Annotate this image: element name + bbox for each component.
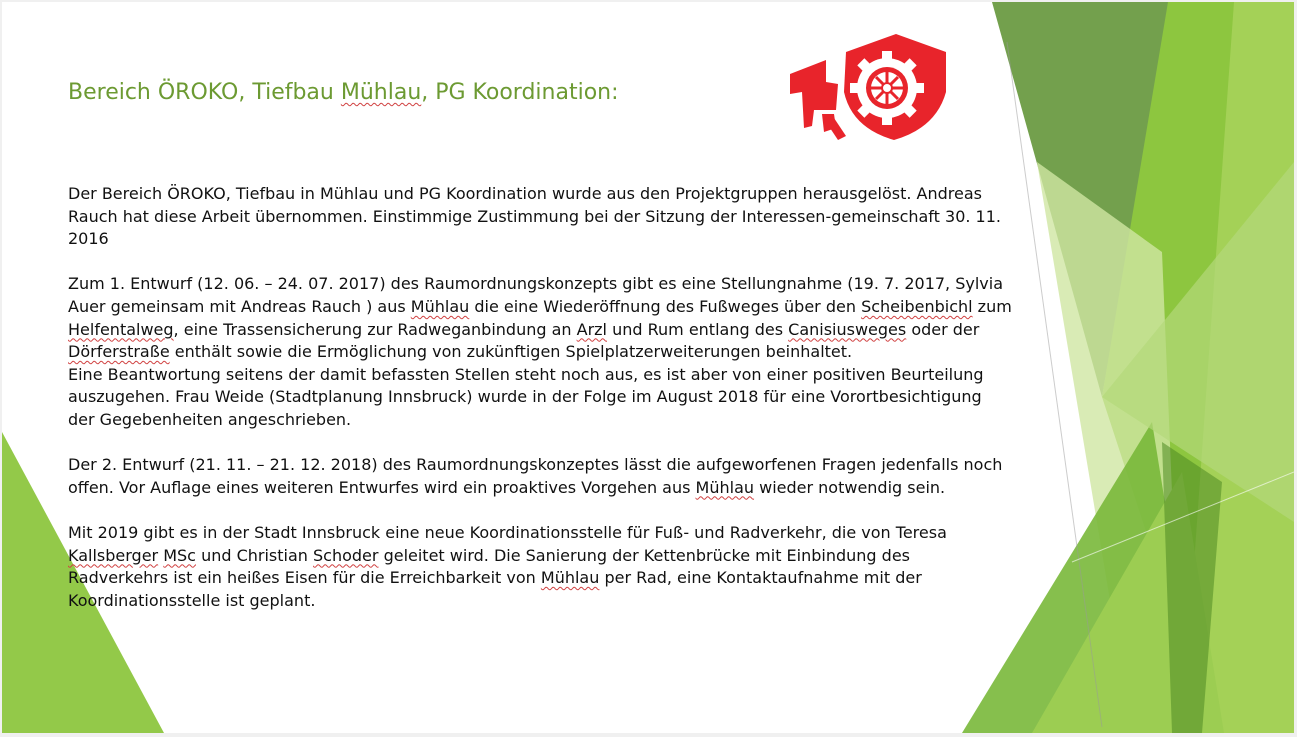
title-prefix: Bereich ÖROKO, Tiefbau <box>68 80 341 105</box>
title-place: Mühlau <box>340 80 422 105</box>
slide-title <box>68 80 619 105</box>
paragraph-3: Eine Beantwortung seitens der damit befassten Stellen steht noch aus, es ist aber von einer positiven Beurteilung auszugehen. Frau Weide (Stadtplanung Innsbruck) wurde in der Folge im August 2018 für eine Vorortbesichtigung der Gegebenheiten angeschrieben. <box>68 364 984 429</box>
slide-body <box>68 183 1013 612</box>
paragraph-4: Der 2. Entwurf (21. 11. – 21. 12. 2018) des Raumordnungskonzeptes lässt die aufgeworfenen Fragen jedenfalls noch offen. Vor Auflage eines weiteren Entwurfes wird ein proaktives Vorgehen aus Mühlau wieder notwendig sein. <box>68 455 1003 497</box>
paragraph-5: Mit 2019 gibt es in der Stadt Innsbruck eine neue Koordinationsstelle für Fuß- und Radverkehr, die von Teresa Kallsberger MSc und Christian Schoder geleitet wird. Die Sanierung der Kettenbrücke mit Einbindung des Radverkehrs ist ein heißes Eisen für die Erreichbarkeit von Mühlau per Rad, eine Kontaktaufnahme mit der Koordinationsstelle ist geplant. <box>68 522 947 610</box>
slide <box>2 2 1294 733</box>
coat-of-arms-gear-icon <box>786 32 950 142</box>
paragraph-2: Zum 1. Entwurf (12. 06. – 24. 07. 2017) des Raumordnungskonzepts gibt es eine Stellungnahme (19. 7. 2017, Sylvia Auer gemeinsam mit Andreas Rauch ) aus Mühlau die eine Wiederöffnung des Fußweges über den Scheibenbichl zum Helfentalweg, eine Trassensicherung zur Radweganbindung an Arzl und Rum entlang des Canisiusweges oder der Dörferstraße enthält sowie die Ermöglichung von zukünftigen Spielplatzerweiterungen beinhaltet. <box>68 274 1012 362</box>
title-suffix: , PG Koordination: <box>421 80 619 105</box>
paragraph-1: Der Bereich ÖROKO, Tiefbau in Mühlau und PG Koordination wurde aus den Projektgruppen herausgelöst. Andreas Rauch hat diese Arbeit übernommen. Einstimmige Zustimmung bei der Sitzung der Interessen-gemeinschaft 30. 11. 2016 <box>68 184 1001 249</box>
